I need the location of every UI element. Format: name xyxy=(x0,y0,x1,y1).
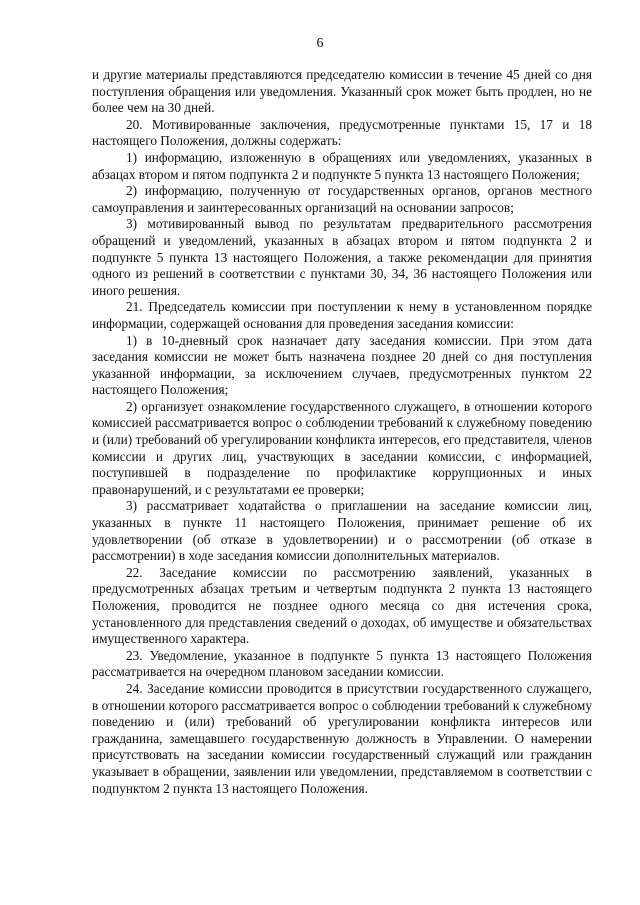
paragraph: 3) мотивированный вывод по результатам предварительного рассмотрения обращений и уведомлений, указанных в абзацах втором и пятом подпункта 2 и подпункте 5 пункта 13 настоящего Положения, а также рекомендации для принятия одного из решений в соответствии с пунктами 30, 34, 36 настоящего Положения или иного решения. xyxy=(92,216,592,298)
paragraph: 24. Заседание комиссии проводится в присутствии государственного служащего, в отношении которого рассматривается вопрос о соблюдении требований к служебному поведению и (или) требований об урегулировании конфликта интересов или гражданина, замещавшего государственную должность в Управлении. О намерении присутствовать на заседании комиссии государственный служащий или гражданин указывает в обращении, заявлении или уведомлении, представляемом в соответствии с подпунктом 2 пункта 13 настоящего Положения. xyxy=(92,680,592,796)
paragraph: 1) в 10-дневный срок назначает дату заседания комиссии. При этом дата заседания комиссии не может быть назначена позднее 20 дней со дня поступления указанной информации, за исключением случаев, предусмотренных пунктом 22 настоящего Положения; xyxy=(92,332,592,398)
paragraph: 21. Председатель комиссии при поступлении к нему в установленном порядке информации, содержащей основания для проведения заседания комиссии: xyxy=(92,299,592,331)
paragraph: 3) рассматривает ходатайства о приглашении на заседание комиссии лиц, указанных в пункте 11 настоящего Положения, принимает решение об их удовлетворении (об отказе в удовлетворении) и о рассмотрении (об отказе в рассмотрении) в ходе заседания комиссии дополнительных материалов. xyxy=(92,498,592,564)
paragraph: 2) организует ознакомление государственного служащего, в отношении которого комиссией рассматривается вопрос о соблюдении требований к служебному поведению и (или) требований об урегулировании конфликта интересов, его представителя, членов комиссии и других лиц, участвующих в заседании комиссии, с информацией, поступившей в подразделение по профилактике коррупционных и иных правонарушений, и с результатами ее проверки; xyxy=(92,398,592,497)
paragraph: 23. Уведомление, указанное в подпункте 5 пункта 13 настоящего Положения рассматривается на очередном плановом заседании комиссии. xyxy=(92,647,592,680)
paragraph: 20. Мотивированные заключения, предусмотренные пунктами 15, 17 и 18 настоящего Положения, должны содержать: xyxy=(92,116,592,149)
paragraph: и другие материалы представляются председателю комиссии в течение 45 дней со дня поступления обращения или уведомления. Указанный срок может быть продлен, но не более чем на 30 дней. xyxy=(92,67,592,116)
paragraph: 2) информацию, полученную от государственных органов, органов местного самоуправления и заинтересованных организаций на основании запросов; xyxy=(92,183,592,215)
document-body xyxy=(92,67,592,797)
paragraph: 1) информацию, изложенную в обращениях или уведомлениях, указанных в абзацах втором и пятом подпункта 2 и подпункте 5 пункта 13 настоящего Положения; xyxy=(92,149,592,182)
paragraph: 22. Заседание комиссии по рассмотрению заявлений, указанных в предусмотренных абзацах третьим и четвертым подпункта 2 пункта 13 настоящего Положения, проводится не позднее одного месяца со дня истечения срока, установленного для представления сведений о доходах, об имуществе и обязательствах имущественного характера. xyxy=(92,564,592,647)
page-number: 6 xyxy=(316,36,324,51)
